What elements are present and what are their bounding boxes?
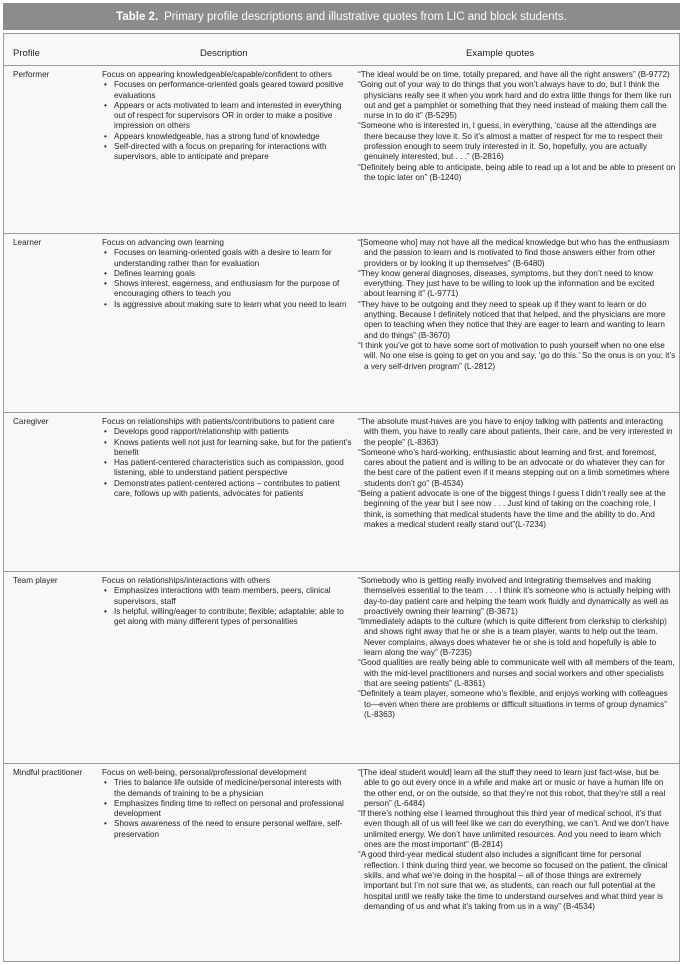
quote: “[The ideal student would] learn all the stuff they need to learn just fact-wise, but be able to go out every once in a while and make art or music or have a human life on the other end, or on the outside, so that they’re not this robot, that they’re still a real person” (L-6484) [358, 768, 666, 808]
row-divider [4, 763, 679, 764]
row-divider [4, 233, 679, 234]
quote: “If there’s nothing else I learned throughout this third year of medical school, it’s that even though all of us will feel like we can do everything, we can’t. And we don’t have unlimited energy. We don’t have unlimited resources. And you need to learn which ones are the most important” (B-2814) [358, 809, 669, 850]
table-title [3, 3, 680, 30]
example-quotes [358, 576, 676, 720]
row-divider [4, 571, 679, 572]
profile-table [3, 33, 680, 962]
description-bullet: • Demonstrates patient-centered actions – contributes to patient care, follows up with patients, advocates for patients [104, 478, 340, 499]
quote: “They have to be outgoing and they need to speak up if they want to learn or do anything. Because I definitely noticed that that helped, and the physicians are more open to teaching when they notice that they are eager to learn and wanting to learn and do things” (B-3670) [358, 299, 666, 340]
profile-name: Mindful practitioner [13, 768, 83, 777]
quote: “Definitely being able to anticipate, being able to read up a lot and be able to present on the topic later on” (B-1240) [358, 162, 676, 182]
description-bullet: • Develops good rapport/relationship with patients [104, 427, 289, 437]
description-lead: Focus on well-being, personal/professional development [102, 768, 307, 777]
description-bullet: • Is helpful, willing/eager to contribute; flexible; adaptable; able to get along with many different types of personalities [104, 606, 344, 627]
description-bullet: • Focuses on learning-oriented goals with a desire to learn for understanding rather than for evaluation [104, 248, 332, 268]
description-bullet: • Emphasizes interactions with team members, peers, clinical supervisors, staff [104, 586, 331, 606]
description-lead: Focus on advancing own learning [102, 238, 224, 247]
quote: “A good third-year medical student also includes a significant time for personal reflection. I think during third year, we become so focused on the patient, the clinical skills, and what we’re doing in the hospital – all of those things are extremely important but I’m not sure that we, as students, can reach our full potential at the hospital until we really take the time to understand ourselves and what third year is demanding of us and what it’s taking from us in a way” (B-4534) [358, 850, 668, 911]
example-quotes [358, 238, 676, 372]
quote: “Going out of your way to do things that you won’t always have to do, but I think the physicians really see it when you work hard and do extra little things for them like run out and get a pamphlet or something that they need instead of making them call the nurse in to do it” (B-5295) [358, 80, 672, 121]
quote: “The absolute must-haves are you have to enjoy talking with patients and interacting with them, you have to really care about patients, their care, and be very interested in the people” (L-8363) [358, 417, 673, 447]
profile-description [102, 576, 352, 627]
example-quotes [358, 70, 676, 183]
description-bullet: • Defines learning goals [104, 268, 196, 278]
column-header-description: Description [200, 48, 248, 59]
description-bullet: • Appears or acts motivated to learn and interested in everything out of respect for supervisors OR in order to make a positive impression on others [104, 100, 342, 131]
description-bullet: • Self-directed with a focus on preparing for interactions with supervisors, able to anticipate and prepare [104, 142, 327, 162]
description-bullet: • Shows awareness of the need to ensure personal welfare, self-preservation [104, 819, 343, 839]
profile-name: Caregiver [13, 417, 49, 426]
quote: “Good qualities are really being able to communicate well with all members of the team, with the mid-level practitioners and nurses and social workers and other specialists that are seeing patients” (L-8361) [358, 658, 675, 688]
description-bullet: • Has patient-centered characteristics such as compassion, good listening, able to understand patient perspective [104, 458, 344, 478]
table-caption: Primary profile descriptions and illustrative quotes from LIC and block students. [164, 10, 567, 23]
profile-description [102, 70, 352, 163]
quote: “Definitely a team player, someone who’s flexible, and enjoys working with colleagues to—even when there are problems or difficult situations in terms of group dynamics” (L-8363) [358, 689, 668, 719]
example-quotes [358, 417, 676, 530]
quote: “Being a patient advocate is one of the biggest things I guess I didn’t really see at the beginning of the year but I see now . . . Just kind of taking on the coaching role, I think, is something that medical students have the time and the ability to do. And makes a medical student really stand out”(L-7234) [358, 489, 666, 529]
quote: “Someone who’s hard-working, enthusiastic about learning and first, and foremost, cares about the patient and is willing to be an advocate or do whatever they can for the best care of the patient even if it means stepping out on a limb sometimes where students don’t go” (B-4534) [358, 447, 670, 488]
description-bullet: • Knows patients well not just for learning sake, but for the patient’s benefit [104, 437, 352, 457]
profile-name: Performer [13, 70, 50, 79]
quote: “Immediately adapts to the culture (which is quite different from clerkship to clerkship) and shows right away that he or she is a team player, wants to help out the team. Never complains, always does whatever he or she is told and hopefully is able to learn along the way” (B-7235) [358, 617, 667, 658]
description-bullet: • Focuses on performance-oriented goals geared toward positive evaluations [104, 80, 344, 100]
example-quotes [358, 768, 676, 912]
profile-description [102, 238, 352, 310]
quote: “The ideal would be on time, totally prepared, and have all the right answers” (B-9772) [358, 70, 670, 79]
header-divider [4, 65, 679, 66]
table-label: Table 2. [116, 10, 159, 23]
quote: “Somebody who is getting really involved and integrating themselves and making themselves essential to the team . . . I think it’s someone who is actually helping with day-to-day patient care and helping the team work fluidly and dynamically as well as proactively owning their learning” (B-3671) [358, 576, 671, 616]
quote: “Someone who is interested in, I guess, in everything, ‘cause all the attendings are there because they love it. So it’s almost a matter of respect for me to respect their profession enough to seem truly interested in it. So, hopefully, you are actually genuinely interested, but . . .” (B-2816) [358, 121, 663, 162]
column-header-quotes: Example quotes [466, 48, 535, 59]
profile-description [102, 768, 352, 840]
quote: “[Someone who] may not have all the medical knowledge but who has the enthusiasm and the passion to learn and is motivated to find those answers either from other providers or by looking it up themselves” (B-6480) [358, 238, 670, 268]
profile-name: Team player [13, 576, 58, 585]
profile-description [102, 417, 352, 499]
quote: “They know general diagnoses, diseases, symptoms, but they don’t need to know everything. They just have to be willing to look up the information and be excited about learning it” (L-9771) [358, 268, 655, 299]
description-bullet: • Tries to balance life outside of medicine/personal interests with the demands of training to be a physician [104, 778, 342, 798]
profile-name: Learner [13, 238, 42, 247]
quote: “I think you’ve got to have some sort of motivation to push yourself when no one else will. No one else is going to get on you and say, ‘go do this.’ So the onus is on you; it’s a very self-driven program” (L-2812) [358, 340, 676, 371]
description-lead: Focus on relationships with patients/contributions to patient care [102, 417, 335, 426]
description-bullet: • Is aggressive about making sure to learn what you need to learn [104, 299, 347, 309]
description-bullet: • Appears knowledgeable, has a strong fund of knowledge [104, 131, 320, 141]
row-divider [4, 412, 679, 413]
description-lead: Focus on appearing knowledgeable/capable/confident to others [102, 70, 332, 79]
description-lead: Focus on relationships/interactions with others [102, 576, 270, 585]
description-bullet: • Shows interest, eagerness, and enthusiasm for the purpose of encouraging others to teach you [104, 279, 340, 299]
column-header-profile: Profile [13, 48, 40, 59]
description-bullet: • Emphasizes finding time to reflect on personal and professional development [104, 798, 344, 819]
